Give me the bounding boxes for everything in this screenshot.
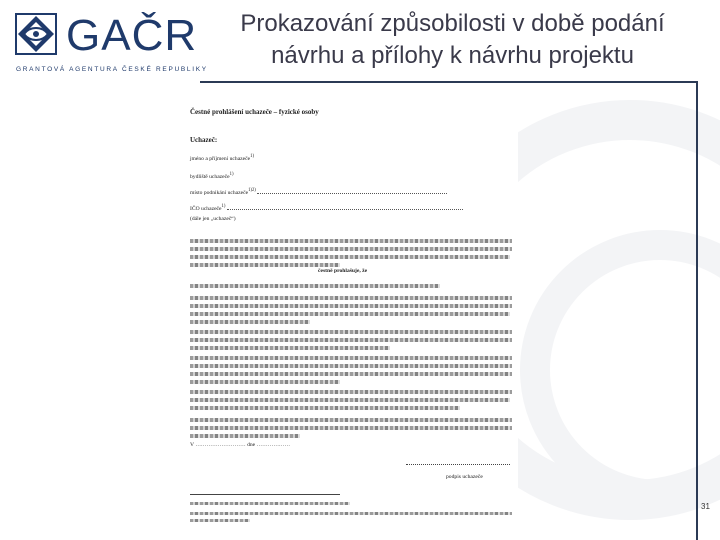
footnote-line (190, 519, 250, 522)
document-text-line (190, 372, 512, 376)
document-text-line (190, 320, 310, 324)
document-text-line (190, 330, 512, 334)
gacr-logo-icon (14, 12, 58, 56)
document-text-line (190, 284, 440, 288)
hereinafter-text: (dále jen „uchazeč“) (190, 216, 236, 222)
slide-title-line-2: návrhu a přílohy k návrhu projektu (271, 42, 634, 69)
field-business-place: místo podnikání uchazeče$^{1)2)}$ (190, 188, 447, 196)
document-text-line (190, 338, 512, 342)
applicant-label: Uchazeč: (190, 136, 218, 144)
field-name: jméno a příjmení uchazeče$^{1)}$ (190, 154, 254, 162)
slide-title (200, 8, 705, 72)
side-divider (696, 81, 698, 540)
footnote-divider (190, 494, 340, 495)
document-text-line (190, 390, 512, 394)
slide-number: 31 (701, 502, 710, 511)
document-text-line (190, 296, 512, 300)
footnote-line (190, 512, 512, 515)
logo-subtitle: GRANTOVÁ AGENTURA ČESKÉ REPUBLIKY (16, 66, 208, 73)
document-text-line (190, 346, 390, 350)
document-heading: Čestné prohlášení uchazeče – fyzické osoby (190, 108, 319, 116)
field-ico: IČO uchazeče$^{1)}$ (190, 204, 463, 212)
slide-title-line-1: Prokazování způsobilosti v době podání (240, 10, 665, 37)
title-divider (200, 81, 698, 83)
declaration-document (178, 98, 518, 540)
document-text-line (190, 239, 512, 243)
date-line: V ……………………… dne ……………… (190, 442, 291, 448)
document-text-line (190, 380, 340, 384)
gacr-logo (14, 11, 208, 73)
declaration-title: čestně prohlašuje, že (318, 268, 368, 274)
signature-line (406, 464, 510, 465)
document-text-line (190, 304, 512, 308)
signature-label: podpis uchazeče (446, 474, 483, 480)
document-text-line (190, 247, 512, 251)
field-residence: bydliště uchazeče$^{1)}$ (190, 172, 234, 180)
document-text-line (190, 418, 512, 422)
document-text-line (190, 263, 340, 267)
logo-wordmark: GAČR (66, 11, 198, 60)
document-text-line (190, 398, 510, 402)
document-text-line (190, 255, 510, 259)
footnote-line (190, 502, 350, 505)
document-text-line (190, 406, 460, 410)
document-text-line (190, 356, 512, 360)
document-text-line (190, 426, 512, 430)
document-text-line (190, 434, 300, 438)
document-text-line (190, 312, 510, 316)
document-text-line (190, 364, 512, 368)
